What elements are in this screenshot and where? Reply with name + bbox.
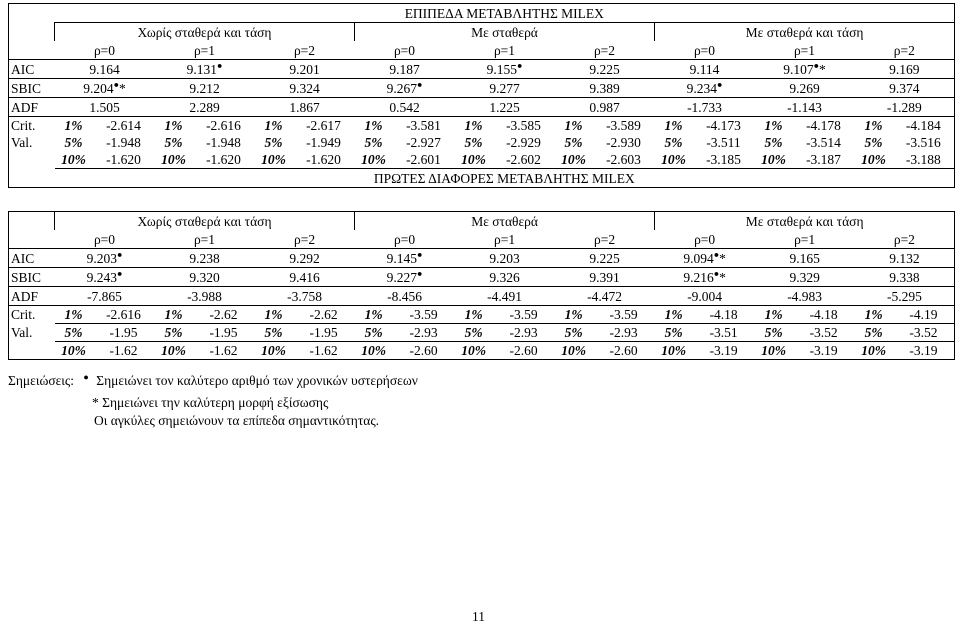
table2-aic-value: 9.292	[289, 250, 320, 266]
table1-rho: ρ=1	[193, 42, 216, 58]
table1-sbic-value: 9.204	[83, 81, 114, 96]
table1-aic-value: 9.201	[289, 61, 320, 77]
crit-value: -3.19	[793, 342, 855, 360]
table2-sbic-value: 9.243	[86, 269, 117, 285]
crit-level: 5%	[755, 324, 793, 342]
table2-adf-value: -4.491	[455, 287, 555, 306]
table1-rho: ρ=2	[293, 42, 316, 58]
table1-group-1: Χωρίς σταθερά και τάση	[55, 23, 355, 42]
crit-level: 5%	[364, 134, 383, 150]
table1-rho: ρ=2	[593, 42, 616, 58]
table1-aic-value: 9.107	[783, 62, 814, 77]
crit-value: -2.929	[506, 134, 541, 150]
crit-value: -4.18	[793, 306, 855, 324]
crit-level: 5%	[855, 324, 893, 342]
best-form-star-icon: *	[719, 251, 726, 266]
crit-level: 1%	[655, 117, 693, 135]
crit-level: 10%	[655, 342, 693, 360]
crit-level: 10%	[661, 151, 686, 167]
table1-aic-label: AIC	[9, 60, 55, 79]
crit-value: -1.62	[193, 342, 255, 360]
table1-rho: ρ=0	[393, 42, 416, 58]
crit-level: 10%	[555, 342, 593, 360]
crit-value: -3.585	[493, 117, 555, 135]
table2-adf-value: -5.295	[855, 287, 955, 306]
table2-crit-label: Crit.	[9, 306, 55, 324]
crit-value: -3.52	[893, 324, 955, 342]
crit-level: 1%	[655, 306, 693, 324]
crit-level: 1%	[255, 306, 293, 324]
table2-rho: ρ=1	[794, 231, 816, 247]
table1-sbic-value: 9.269	[789, 80, 820, 96]
crit-value: -2.617	[293, 117, 355, 135]
crit-value: -3.516	[893, 134, 955, 151]
crit-value: -1.620	[306, 151, 341, 167]
table2-rho: ρ=0	[694, 231, 716, 247]
best-form-star-icon: *	[819, 62, 826, 77]
table1-adf-value: 1.867	[255, 98, 355, 117]
table2-sbic-label: SBIC	[9, 268, 55, 287]
best-lag-dot-icon: ●	[713, 268, 720, 279]
table1-crit-label: Val.	[9, 134, 55, 151]
table1-adf-value: -1.143	[755, 98, 855, 117]
table2-rho: ρ=1	[193, 231, 216, 247]
table1-crit-label: Crit.	[9, 117, 55, 135]
table2-adf-value: -3.988	[155, 287, 255, 306]
crit-level: 10%	[355, 342, 393, 360]
first-differences-table	[8, 211, 955, 360]
crit-level: 10%	[561, 151, 586, 167]
best-lag-dot-icon: ●	[813, 60, 820, 71]
crit-value: -2.93	[393, 324, 455, 342]
crit-value: -3.188	[893, 151, 955, 169]
table2-aic-value: 9.225	[589, 250, 620, 266]
crit-value: -1.620	[206, 151, 241, 167]
crit-level: 1%	[555, 117, 593, 135]
best-form-star-icon: *	[119, 81, 126, 96]
crit-value: -1.949	[306, 134, 341, 150]
table2-sbic-value: 9.216	[683, 270, 714, 285]
crit-level: 5%	[64, 134, 83, 150]
crit-level: 1%	[455, 117, 493, 135]
best-lag-dot-icon: ●	[417, 249, 423, 259]
crit-value: -2.614	[93, 117, 155, 135]
notes-paren-text: Οι αγκύλες σημειώνουν τα επίπεδα σημαντικότητας.	[94, 413, 380, 428]
best-lag-dot-icon: ●	[113, 79, 120, 90]
crit-value: -2.602	[506, 151, 541, 167]
table1-sbic-label: SBIC	[9, 79, 55, 98]
table2-rho: ρ=0	[93, 231, 116, 247]
crit-level: 5%	[864, 134, 883, 150]
crit-level: 1%	[155, 306, 193, 324]
best-lag-dot-icon: ●	[83, 371, 89, 382]
crit-level: 10%	[755, 342, 793, 360]
table1-sbic-value: 9.234	[686, 80, 717, 96]
table1-aic-value: 9.169	[889, 61, 920, 77]
table1-adf-value: -1.733	[655, 98, 755, 117]
crit-value: -1.95	[293, 324, 355, 342]
crit-level: 1%	[855, 306, 893, 324]
table1-aic-value: 9.187	[389, 61, 420, 77]
crit-level: 5%	[264, 134, 283, 150]
crit-value: -4.19	[893, 306, 955, 324]
crit-value: -3.19	[693, 342, 755, 360]
crit-value: -1.62	[93, 342, 155, 360]
table2-aic-label: AIC	[9, 249, 55, 268]
crit-level: 1%	[255, 117, 293, 135]
crit-value: -3.59	[393, 306, 455, 324]
table1-group-2: Με σταθερά	[355, 23, 655, 42]
crit-level: 1%	[855, 117, 893, 135]
crit-value: -4.178	[793, 117, 855, 135]
crit-level: 1%	[55, 306, 93, 324]
crit-level: 10%	[855, 342, 893, 360]
notes-dot-text: Σημειώνει τον καλύτερο αριθμό των χρονικών υστερήσεων	[96, 373, 418, 388]
crit-level: 10%	[55, 342, 93, 360]
crit-level: 5%	[155, 324, 193, 342]
table1-adf-value: 1.225	[455, 98, 555, 117]
crit-value: -4.184	[893, 117, 955, 135]
crit-level: 10%	[261, 151, 286, 167]
crit-level: 1%	[755, 306, 793, 324]
table2-sbic-value: 9.391	[589, 269, 620, 285]
crit-value: -3.59	[593, 306, 655, 324]
table2-group-2: Με σταθερά	[355, 212, 655, 231]
crit-level: 5%	[355, 324, 393, 342]
table1-aic-value: 9.164	[89, 61, 120, 77]
crit-value: -3.59	[493, 306, 555, 324]
crit-level: 5%	[255, 324, 293, 342]
crit-value: -3.52	[793, 324, 855, 342]
crit-value: -2.601	[406, 151, 441, 167]
table2-sbic-value: 9.416	[289, 269, 320, 285]
crit-value: -3.511	[706, 134, 741, 150]
crit-value: -3.51	[693, 324, 755, 342]
best-lag-dot-icon: ●	[417, 268, 423, 278]
table1-sbic-value: 9.267	[386, 80, 417, 96]
best-lag-dot-icon: ●	[216, 60, 223, 70]
crit-value: -3.187	[806, 151, 841, 167]
table2-aic-value: 9.165	[789, 250, 820, 266]
table2-rho: ρ=1	[494, 231, 516, 247]
crit-value: -2.62	[293, 306, 355, 324]
crit-level: 10%	[61, 151, 86, 167]
crit-value: -2.60	[593, 342, 655, 360]
table2-crit-label: Val.	[9, 324, 55, 342]
best-form-star-icon: *	[719, 270, 726, 285]
crit-level: 5%	[464, 134, 483, 150]
crit-level: 10%	[155, 342, 193, 360]
table2-rho: ρ=2	[855, 230, 955, 249]
table2-rho: ρ=2	[594, 231, 616, 247]
crit-value: -1.948	[206, 134, 241, 150]
table1-aic-value: 9.114	[689, 61, 720, 77]
table1-title: ΕΠΙΠΕΔΑ ΜΕΤΑΒΛΗΤΗΣ MILEX	[55, 4, 955, 23]
page-number: 11	[472, 609, 485, 624]
notes	[8, 372, 418, 430]
crit-level: 5%	[555, 324, 593, 342]
table2-adf-value: -4.983	[755, 287, 855, 306]
crit-level: 1%	[355, 117, 393, 135]
crit-value: -2.927	[406, 134, 441, 150]
crit-level: 1%	[355, 306, 393, 324]
table1-rho: ρ=1	[793, 42, 816, 58]
crit-value: -1.620	[106, 151, 141, 167]
crit-level: 5%	[455, 324, 493, 342]
crit-value: -3.514	[806, 134, 841, 150]
table2-aic-value: 9.238	[189, 250, 220, 266]
crit-level: 10%	[461, 151, 486, 167]
table1-aic-value: 9.225	[589, 61, 620, 77]
crit-value: -3.581	[393, 117, 455, 135]
crit-level: 5%	[655, 324, 693, 342]
best-lag-dot-icon: ●	[516, 60, 523, 70]
best-lag-dot-icon: ●	[116, 249, 123, 259]
table1-sbic-value: 9.212	[189, 80, 220, 96]
crit-value: -2.93	[493, 324, 555, 342]
table1-sbic-value: 9.374	[889, 80, 920, 96]
crit-level: 5%	[564, 134, 583, 150]
crit-level: 1%	[455, 306, 493, 324]
table1-sbic-value: 9.277	[489, 80, 520, 96]
table2-adf-value: -9.004	[655, 287, 755, 306]
crit-level: 5%	[664, 134, 683, 150]
best-lag-dot-icon: ●	[713, 249, 720, 260]
crit-value: -1.948	[106, 134, 141, 150]
crit-level: 5%	[55, 324, 93, 342]
table1-sbic-value: 9.324	[289, 80, 320, 96]
table2-sbic-value: 9.326	[489, 269, 520, 285]
table1-rho: ρ=0	[693, 42, 716, 58]
crit-value: -1.62	[293, 342, 355, 360]
crit-level: 5%	[164, 134, 183, 150]
table2-sbic-value: 9.329	[789, 269, 820, 285]
crit-level: 10%	[761, 151, 786, 167]
table1-aic-value: 9.155	[486, 61, 517, 77]
table2-adf-value: -8.456	[355, 287, 455, 306]
table2-rho: ρ=0	[394, 231, 416, 247]
crit-value: -1.95	[93, 324, 155, 342]
table2-aic-value: 9.145	[386, 250, 418, 266]
table2-aic-value: 9.203	[489, 250, 520, 266]
crit-value: -2.616	[93, 306, 155, 324]
table1-adf-value: -1.289	[855, 98, 955, 117]
levels-table	[8, 3, 955, 188]
crit-value: -2.60	[393, 342, 455, 360]
table1-rho: ρ=0	[93, 42, 116, 58]
table1-adf-label: ADF	[9, 98, 55, 117]
crit-level: 1%	[555, 306, 593, 324]
best-lag-dot-icon: ●	[416, 79, 423, 89]
best-lag-dot-icon: ●	[116, 268, 123, 278]
crit-level: 1%	[55, 117, 93, 135]
crit-level: 10%	[861, 151, 886, 167]
table1-sbic-value: 9.389	[589, 80, 620, 96]
table2-sbic-value: 9.338	[889, 269, 920, 285]
crit-value: -2.93	[593, 324, 655, 342]
crit-value: -4.18	[693, 306, 755, 324]
crit-value: -1.95	[193, 324, 255, 342]
table1-aic-value: 9.131	[186, 61, 217, 77]
table2-aic-value: 9.132	[889, 250, 920, 266]
table2-group-3: Με σταθερά και τάση	[655, 212, 955, 231]
crit-level: 10%	[255, 342, 293, 360]
table2-adf-value: -7.865	[55, 287, 155, 306]
crit-value: -2.616	[193, 117, 255, 135]
crit-value: -3.185	[706, 151, 741, 167]
crit-value: -2.603	[606, 151, 641, 167]
notes-line-dot	[8, 372, 418, 390]
table1-adf-value: 2.289	[155, 98, 255, 117]
notes-star-text: * Σημειώνει την καλύτερη μορφή εξίσωσης	[92, 395, 329, 410]
table1-adf-value: 0.542	[355, 98, 455, 117]
table2-adf-label: ADF	[9, 287, 55, 306]
crit-level: 10%	[161, 151, 186, 167]
crit-value: -2.62	[193, 306, 255, 324]
table1-adf-value: 0.987	[555, 98, 655, 117]
crit-value: -3.589	[593, 117, 655, 135]
table2-title: ΠΡΩΤΕΣ ΔΙΑΦΟΡΕΣ ΜΕΤΑΒΛΗΤΗΣ MILEX	[55, 169, 955, 188]
best-lag-dot-icon: ●	[716, 79, 723, 89]
table2-adf-value: -4.472	[555, 287, 655, 306]
crit-value: -4.173	[693, 117, 755, 135]
table1-adf-value: 1.505	[55, 98, 155, 117]
crit-value: -3.19	[893, 342, 955, 360]
table2-rho: ρ=2	[293, 231, 316, 247]
table2-sbic-value: 9.227	[386, 269, 418, 285]
crit-value: -2.60	[493, 342, 555, 360]
table1-rho: ρ=1	[493, 42, 516, 58]
table2-aic-value: 9.094	[683, 251, 714, 266]
table2-group-1: Χωρίς σταθερά και τάση	[55, 212, 355, 231]
crit-level: 10%	[455, 342, 493, 360]
table1-rho: ρ=2	[855, 41, 955, 60]
notes-label: Σημειώσεις:	[8, 373, 75, 388]
crit-level: 10%	[361, 151, 386, 167]
table2-aic-value: 9.203	[86, 250, 117, 266]
table1-group-3: Με σταθερά και τάση	[655, 23, 955, 42]
crit-level: 1%	[155, 117, 193, 135]
crit-level: 5%	[764, 134, 783, 150]
table2-sbic-value: 9.320	[189, 269, 220, 285]
crit-value: -2.930	[606, 134, 641, 150]
crit-level: 1%	[755, 117, 793, 135]
table2-adf-value: -3.758	[255, 287, 355, 306]
